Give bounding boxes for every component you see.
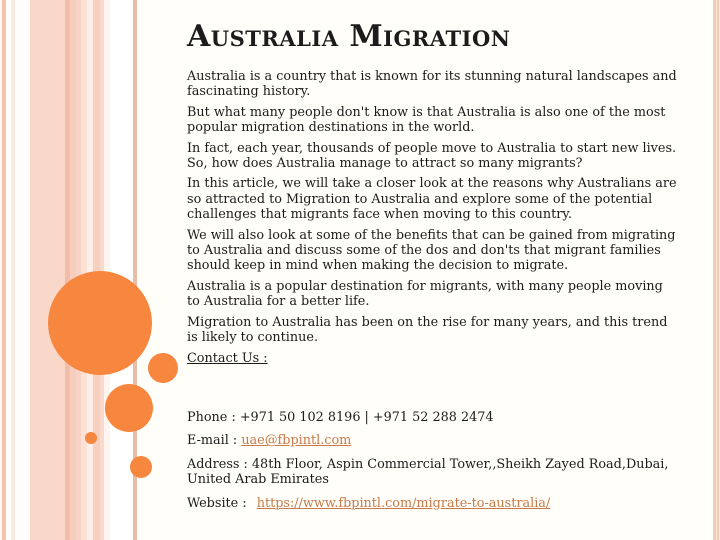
body-paragraph: Australia is a country that is known for its stunning natural landscapes and fascinating history. (187, 69, 677, 100)
address-line (187, 457, 679, 488)
body-paragraph: Australia is a popular destination for migrants, with many people moving to Australia for a better life. (187, 278, 663, 310)
contact-us-heading[interactable]: Contact Us : (187, 350, 268, 366)
body-paragraph: But what many people don't know is that Australia is also one of the most popular migration destinations in the world. (187, 104, 666, 136)
email-line (187, 433, 679, 448)
phone-label: Phone : (187, 409, 240, 425)
body-paragraph: We will also look at some of the benefits that can be gained from migrating to Australia and discuss some of the dos and don'ts that migrant families should keep in mind when making the decision to migrate. (187, 227, 676, 274)
left-stripe-decoration (0, 0, 140, 540)
decorative-circle-middle (105, 384, 153, 432)
phone-line (187, 410, 679, 425)
website-link[interactable]: https://www.fbpintl.com/migrate-to-australia/ (256, 495, 551, 511)
decorative-circle-tiny (85, 432, 97, 444)
body-paragraph: In fact, each year, thousands of people move to Australia to start new lives. So, how does Australia manage to attract so many migrants? (187, 140, 677, 172)
body-paragraph: Migration to Australia has been on the rise for many years, and this trend is likely to continue. (187, 314, 668, 346)
email-label: E-mail : (187, 433, 242, 449)
slide-title: Australia Migration (187, 19, 511, 54)
phone-value: +971 50 102 8196 | +971 52 288 2474 (239, 409, 494, 425)
slide-content (187, 20, 679, 519)
decorative-circle-large (48, 271, 152, 375)
decorative-circle-bottom (130, 456, 152, 478)
email-link[interactable]: uae@fbpintl.com (241, 433, 352, 449)
website-label: Website : (187, 495, 251, 511)
website-line (187, 496, 679, 511)
address-value: 48th Floor, Aspin Commercial Tower,,Sheikh Zayed Road,Dubai, United Arab Emirates (187, 456, 669, 488)
decorative-circle-right (148, 353, 178, 383)
address-label: Address : (187, 456, 252, 472)
right-stripe-decoration (712, 0, 720, 540)
body-paragraph: In this article, we will take a closer look at the reasons why Australians are so attracted to Migration to Australia and explore some of the potential challenges that migrants face when moving to this country. (187, 176, 677, 223)
